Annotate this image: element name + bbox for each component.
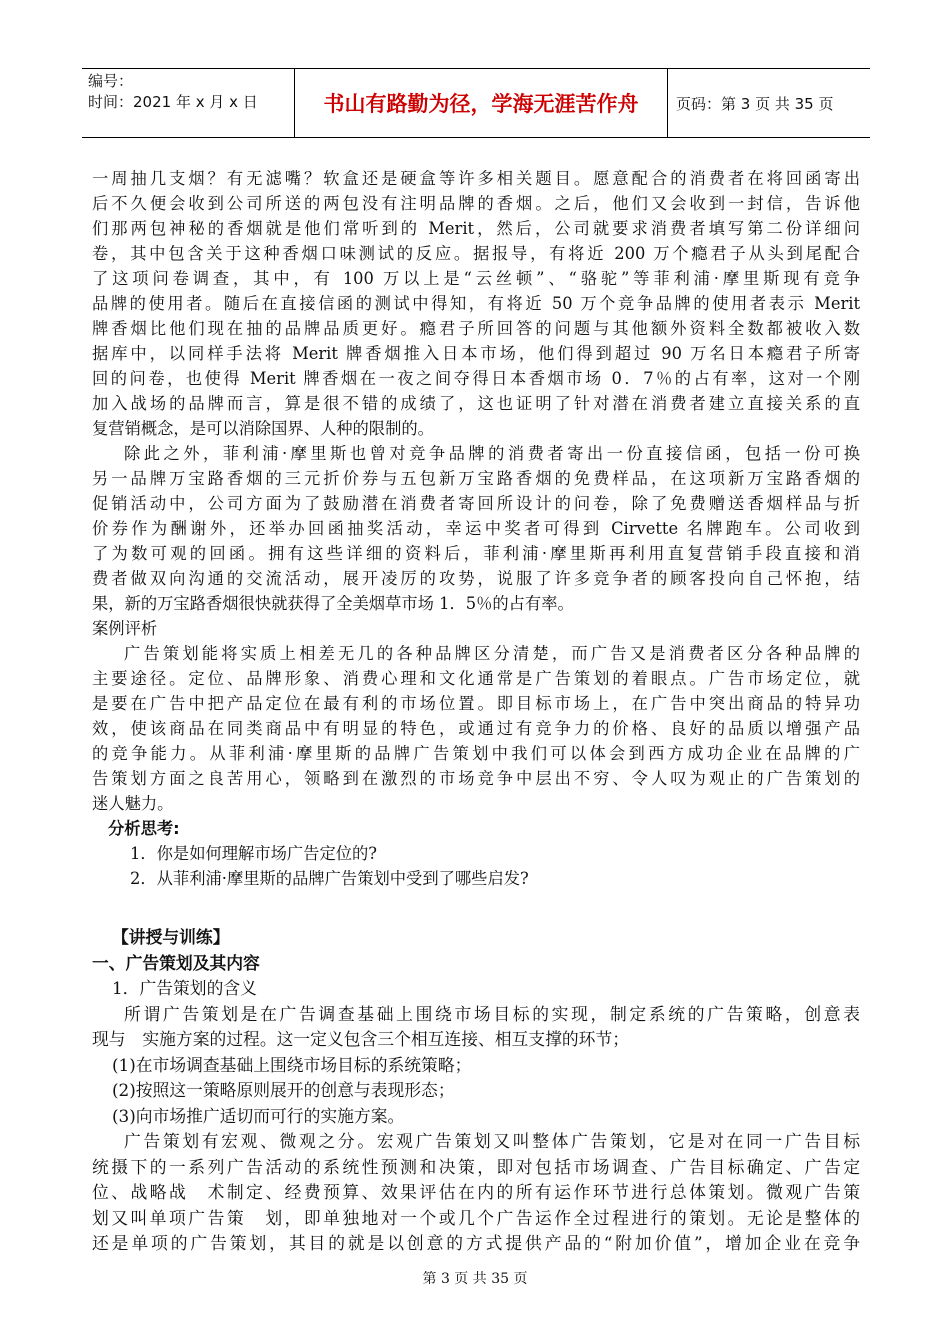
text-line: 还是单项的广告策划，其目的就是以创意的方式提供产品的“附加价值”，增加企业在竞争	[92, 1233, 860, 1253]
header-meta	[82, 69, 295, 137]
text-line: 品牌的使用者。随后在直接信函的测试中得知，有将近 50 万个竞争品牌的使用者表示 Merit	[92, 294, 860, 313]
text-line: 们那两包神秘的香烟就是他们常听到的 Merit，然后，公司就要求消费者填写第二份详细问	[92, 219, 860, 238]
text-line: 迷人魅力。	[92, 794, 174, 813]
case-study-section	[92, 166, 860, 816]
text-line: 促销活动中，公司方面为了鼓励潜在消费者寄回所设计的问卷，除了免费赠送香烟样品与折	[92, 494, 860, 513]
text-line: 是要在广告中把产品定位在最有利的市场位置。即目标市场上，在广告中突出商品的特异功	[92, 694, 860, 713]
page-footer: 第 3 页 共 35 页	[422, 1271, 528, 1287]
header-page-info: 页码：第 3 页 共 35 页	[676, 94, 834, 113]
text-line: 划又叫单项广告策 划，即单独地对一个或几个广告运作全过程进行的策划。无论是整体的	[92, 1207, 860, 1228]
text-line: 了这项问卷调查，其中，有 100 万以上是“云丝顿”、“骆驼”等菲利浦·摩里斯现有竞争	[92, 269, 860, 288]
subsection-title: 1．广告策划的含义	[112, 978, 257, 998]
list-item: (3)向市场推广适切而可行的实施方案。	[112, 1105, 405, 1126]
list-item: (1)在市场调查基础上围绕市场目标的系统策略；	[112, 1054, 472, 1075]
case-analysis-heading: 案例评析	[92, 619, 158, 638]
question-item: 2．从菲利浦·摩里斯的品牌广告策划中受到了哪些启发?	[130, 869, 529, 888]
text-line: 了为数可观的回函。拥有这些详细的资料后，菲利浦·摩里斯再利用直复营销手段直接和消	[92, 544, 860, 563]
training-heading: 【讲授与训练】	[112, 927, 230, 947]
text-line: 所谓广告策划是在广告调查基础上围绕市场目标的实现，制定系统的广告策略，创意表	[124, 1003, 860, 1024]
text-line: 广告策划有宏观、微观之分。宏观广告策划又叫整体广告策划，它是对在同一广告目标	[124, 1131, 860, 1151]
document-time-label: 时间：2021 年 x 月 x 日	[88, 93, 258, 111]
text-line: 价券作为酬谢外，还举办回函抽奖活动，幸运中奖者可得到 Cirvette 名牌跑车。公司收到	[92, 519, 860, 538]
text-line: 效，使该商品在同类商品中有明显的特色，或通过有竞争力的价格、良好的品质以增强产品	[92, 719, 860, 738]
text-line: 告策划方面之良苦用心，领略到在激烈的市场竞争中层出不穷、令人叹为观止的广告策划的	[92, 769, 860, 788]
document-number-label: 编号：	[88, 72, 134, 90]
text-line: 后不久便会收到公司所送的两包没有注明品牌的香烟。之后，他们又会收到一封信，告诉他	[92, 194, 860, 213]
text-line: 卷，其中包含关于这种香烟口味测试的反应。据报导，有将近 200 万个瘾君子从头到尾配合	[92, 244, 860, 263]
header-motto: 书山有路勤为径，学海无涯苦作舟	[295, 69, 668, 137]
text-line: 据库中，以同样手法将 Merit 牌香烟推入日本市场，他们得到超过 90 万名日本瘾君子所寄	[92, 344, 860, 363]
question-item: 1．你是如何理解市场广告定位的?	[130, 844, 378, 863]
text-line: 现与 实施方案的过程。这一定义包含三个相互连接、相互支撑的环节；	[92, 1029, 630, 1049]
questions-section	[92, 816, 860, 891]
list-item: (2)按照这一策略原则展开的创意与表现形态；	[112, 1080, 455, 1100]
text-line: 加入战场的品牌而言，算是很不错的成绩了，这也证明了针对潜在消费者建立直接关系的直	[92, 394, 860, 413]
text-line: 一周抽几支烟？有无滤嘴？软盒还是硬盒等许多相关题目。愿意配合的消费者在将回函寄出	[92, 169, 860, 188]
text-line: 统摄下的一系列广告活动的系统性预测和决策，即对包括市场调查、广告目标确定、广告定	[92, 1156, 860, 1177]
lecture-section	[92, 925, 860, 1257]
text-line: 另一品牌万宝路香烟的三元折价券与五包新万宝路香烟的免费样品，在这项新万宝路香烟的	[92, 469, 860, 488]
section-title: 一、广告策划及其内容	[92, 952, 260, 973]
page-header	[82, 68, 870, 138]
text-line: 复营销概念，是可以消除国界、人种的限制的。	[92, 419, 434, 438]
document-body	[92, 166, 860, 1257]
text-line: 费者做双向沟通的交流活动，展开凌厉的攻势，说服了许多竞争者的顾客投向自己怀抱，结	[92, 569, 860, 588]
text-line: 回的问卷，也使得 Merit 牌香烟在一夜之间夺得日本香烟市场 0．7％的占有率，这对一个刚	[92, 369, 860, 388]
text-line: 位、战略战 术制定、经费预算、效果评估在内的所有运作环节进行总体策划。微观广告策	[92, 1182, 860, 1202]
text-line: 广告策划能将实质上相差无几的各种品牌区分清楚，而广告又是消费者区分各种品牌的	[124, 644, 860, 663]
questions-heading: 分析思考:	[108, 819, 180, 838]
text-line: 的竞争能力。从菲利浦·摩里斯的品牌广告策划中我们可以体会到西方成功企业在品牌的广	[92, 744, 860, 763]
text-line: 除此之外，菲利浦·摩里斯也曾对竞争品牌的消费者寄出一份直接信函，包括一份可换	[124, 444, 860, 463]
text-line: 牌香烟比他们现在抽的品牌品质更好。瘾君子所回答的问题与其他额外资料全数都被收入数	[92, 319, 860, 338]
text-line: 果，新的万宝路香烟很快就获得了全美烟草市场 1．5％的占有率。	[92, 594, 574, 613]
text-line: 主要途径。定位、品牌形象、消费心理和文化通常是广告策划的着眼点。广告市场定位，就	[92, 669, 860, 688]
